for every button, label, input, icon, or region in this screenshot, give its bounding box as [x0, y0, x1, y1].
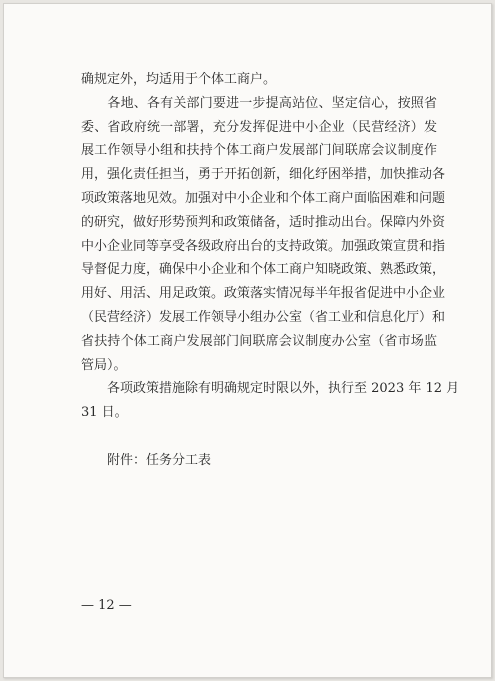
page-number: — 12 —	[81, 598, 132, 613]
text-line: 31 日。	[81, 405, 128, 421]
paragraph-gap	[81, 425, 437, 449]
text-line: 用，强化责任担当，勇于开拓创新，细化纾困举措，加快推动各	[81, 167, 446, 183]
text-line: 中小企业同等享受各级政府出台的支持政策。加强政策宣贯和指	[81, 238, 446, 254]
text-line: 各地、各有关部门要进一步提高站位、坚定信心，按照省	[81, 95, 437, 111]
text-line: 用好、用活、用足政策。政策落实情况每半年报省促进中小企业	[81, 286, 446, 302]
text-line: 确规定外，均适用于个体工商户。	[81, 72, 277, 87]
text-line: 项政策落地见效。加强对中小企业和个体工商户面临困难和问题	[81, 190, 446, 206]
text-line: 各项政策措施除有明确规定时限以外，执行至 2023 年 12 月	[81, 381, 460, 397]
body-text	[81, 68, 460, 473]
text-line: 管局）。	[81, 357, 127, 373]
text-line: 委、省政府统一部署，充分发挥促进中小企业（民营经济）发	[81, 119, 437, 135]
text-line: 展工作领导小组和扶持个体工商户发展部门间联席会议制度作	[81, 143, 437, 159]
text-line: 省扶持个体工商户发展部门间联席会议制度办公室（省市场监	[81, 333, 437, 349]
text-line: 的研究，做好形势预判和政策储备，适时推动出台。保障内外资	[81, 214, 446, 230]
attachment-note: 附件：任务分工表	[81, 452, 212, 468]
text-line: （民营经济）发展工作领导小组办公室（省工业和信息化厅）和	[81, 309, 446, 325]
text-line: 导督促力度，确保中小企业和个体工商户知晓政策、熟悉政策，	[81, 262, 446, 278]
document-page	[3, 3, 492, 678]
